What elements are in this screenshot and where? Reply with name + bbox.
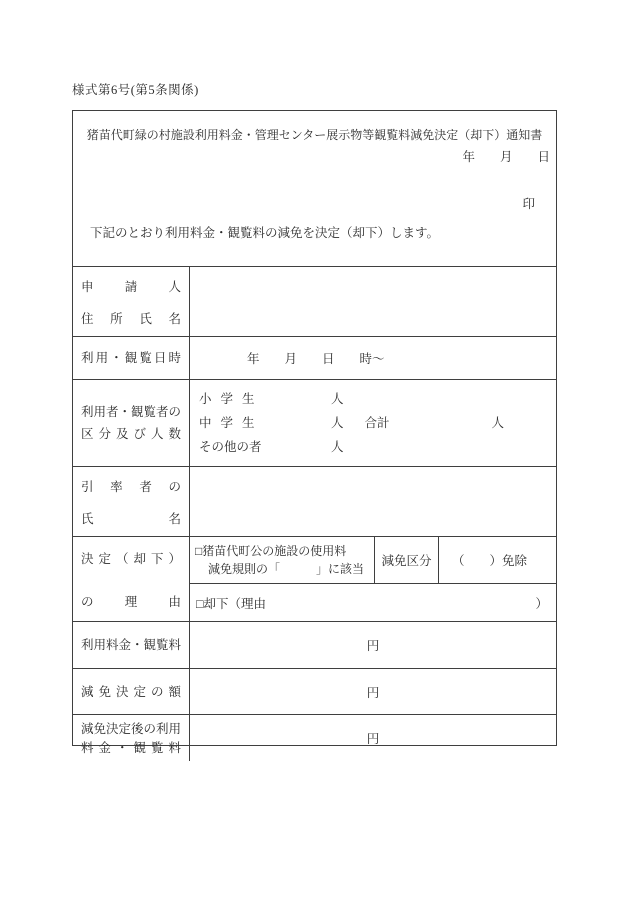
visitor-count-line: [199, 415, 556, 431]
after-reduction-fee-label-line2: 料金・観覧料: [81, 740, 181, 755]
after-reduction-fee-label: [73, 715, 190, 761]
rejection-close-paren: ）: [535, 596, 548, 611]
visitor-counts-cell: [190, 380, 556, 466]
leader-name-label: [73, 467, 190, 536]
decision-reason-label-line1: 決定（却下）: [81, 552, 181, 566]
exemption-rule-line: 減免規則の「 」に該当: [208, 562, 365, 576]
after-reduction-fee-value: 円: [366, 732, 380, 746]
usage-datetime-label: [73, 337, 190, 379]
applicant-label-line1: 申請人: [81, 280, 181, 294]
reduction-amount-row: [73, 669, 556, 715]
visitor-category: その他の者: [199, 440, 262, 454]
notification-form: [72, 110, 557, 755]
declaration-text: 下記のとおり利用料金・観覧料の減免を決定（却下）します。: [90, 226, 440, 240]
after-reduction-fee-label-line1: 減免決定後の利用: [81, 721, 182, 736]
visitor-count-line: [199, 391, 556, 407]
person-unit: 人: [331, 392, 344, 406]
reduction-amount-label-line1: 減免決定の額: [81, 684, 181, 699]
fee-label: [73, 622, 190, 668]
applicant-label: [73, 267, 190, 336]
seal-mark: 印: [522, 197, 535, 211]
visitor-category: 小学生: [199, 392, 264, 406]
visitor-counts-label-line2: 区分及び人数: [81, 427, 181, 441]
visitor-counts-label: [73, 380, 190, 466]
fee-row: [73, 622, 556, 669]
fee-label-line1: 利用料金・観覧料: [81, 638, 182, 652]
person-unit: 人: [331, 440, 344, 454]
leader-name-label-line2: 氏名: [81, 512, 181, 526]
person-unit: 人: [331, 416, 344, 430]
applicant-value-cell: [190, 267, 556, 336]
usage-datetime-value: 年 月 日 時～: [247, 352, 385, 366]
usage-datetime-row: [73, 337, 556, 380]
form-title: 猪苗代町緑の村施設利用料金・管理センター展示物等観覧料減免決定（却下）通知書: [86, 128, 543, 142]
fee-value: 円: [366, 639, 380, 653]
visitor-counts-row: [73, 380, 556, 467]
rejection-checkbox-line: □却下（理由: [196, 596, 267, 611]
decision-reason-label: [73, 537, 190, 621]
usage-datetime-label-line1: 利用・観覧日時: [81, 351, 181, 365]
visitor-counts-label-line1: 利用者・観覧者の: [81, 405, 182, 419]
rejection-subrow: [190, 584, 556, 621]
reduction-amount-label: [73, 669, 190, 714]
visitor-count-line: [199, 439, 556, 455]
reduction-category-value-cell: （ ）免除: [452, 554, 528, 568]
visitor-category: 中学生: [199, 416, 264, 430]
form-number-label: 様式第6号(第5条関係): [72, 83, 199, 97]
decision-reason-row: [73, 537, 556, 622]
exemption-checkbox-line: □猪苗代町公の施設の使用料: [195, 544, 347, 558]
decision-reason-content: [190, 537, 556, 621]
reduction-amount-value: 円: [366, 685, 380, 700]
reduction-category-header-cell: 減免区分: [375, 537, 439, 583]
applicant-row: [73, 267, 556, 337]
exemption-checkbox-cell: [190, 537, 375, 583]
leader-name-label-line1: 引率者の: [81, 480, 181, 494]
decision-reason-label-line2: の理由: [81, 595, 181, 609]
issue-date-line: 年 月 日: [462, 150, 550, 164]
leader-name-value-cell: [190, 467, 556, 536]
total-label: 合計: [364, 416, 390, 430]
total-person-unit: 人: [491, 416, 505, 430]
form-header: [73, 128, 556, 267]
after-reduction-fee-row: [73, 715, 556, 761]
exemption-subrow: [190, 537, 556, 584]
applicant-label-line2: 住所氏名: [81, 312, 181, 326]
leader-name-row: [73, 467, 556, 537]
